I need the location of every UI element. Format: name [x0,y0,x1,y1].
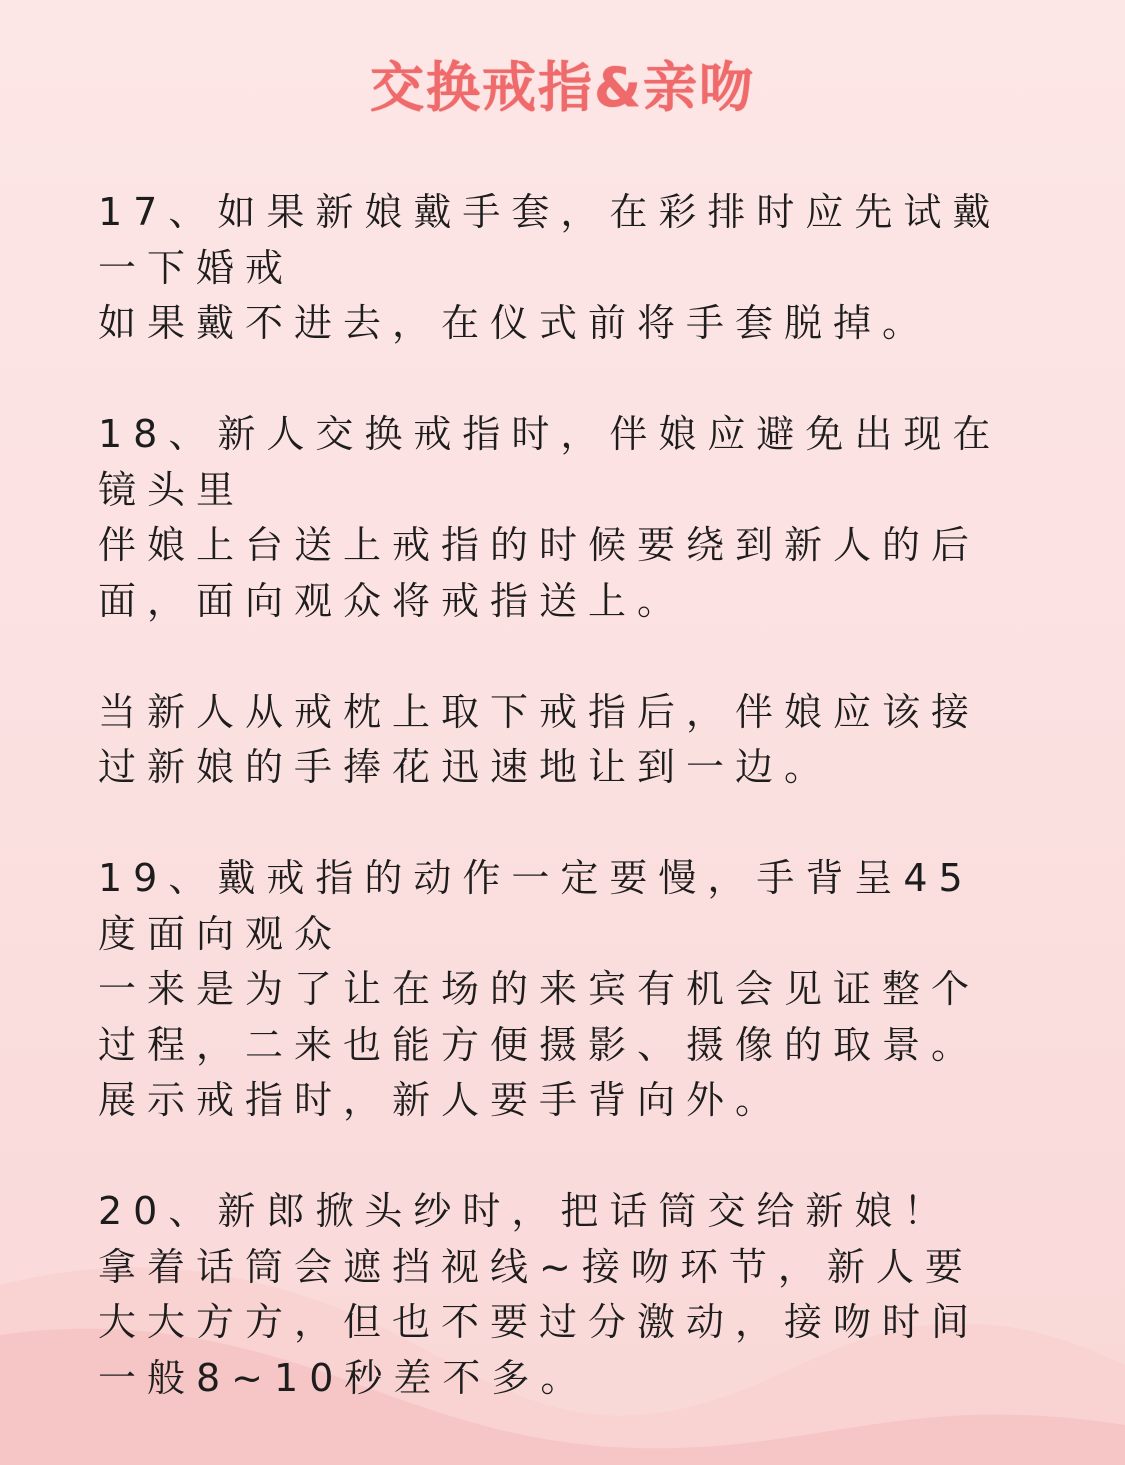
text-line: 过新娘的手捧花迅速地让到一边。 [98,745,834,789]
section-gap [98,629,1018,685]
tips-content [98,185,1018,1406]
section-18 [98,407,1018,629]
section-18-note [98,685,1018,796]
text-line: 度面向观众 [98,911,344,956]
text-line: 大大方方，但也不要过分激动，接吻时间 [98,1300,981,1344]
text-line: 面，面向观众将戒指送上。 [98,578,687,623]
text-line: 过程，二来也能方便摄影、摄像的取景。 [98,1022,981,1067]
text-line: 19、戴戒指的动作一定要慢，手背呈45 [98,856,974,900]
section-gap [98,352,1018,408]
text-line: 18、新人交换戒指时，伴娘应避免出现在 [98,412,1002,456]
text-line: 一下婚戒 [98,245,295,290]
text-line: 镜头里 [98,467,246,512]
text-line: 20、新郎掀头纱时，把话筒交给新娘！ [98,1189,953,1233]
page-title: 交换戒指&亲吻 [369,56,756,119]
section-gap [98,1129,1018,1185]
text-line: 当新人从戒枕上取下戒指后，伴娘应该接 [98,689,981,734]
section-20 [98,1184,1018,1406]
section-gap [98,796,1018,852]
text-line: 一来是为了让在场的来宾有机会见证整个 [98,967,981,1011]
text-line: 如果戴不进去，在仪式前将手套脱掉。 [98,301,932,345]
text-line: 一般8~10秒差不多。 [98,1355,590,1400]
text-line: 17、如果新娘戴手套，在彩排时应先试戴 [98,190,1002,234]
text-line: 展示戒指时，新人要手背向外。 [98,1078,785,1122]
text-line: 伴娘上台送上戒指的时候要绕到新人的后 [98,523,981,567]
section-19 [98,851,1018,1129]
section-17 [98,185,1018,352]
text-line: 拿着话筒会遮挡视线~接吻环节，新人要 [98,1244,974,1289]
